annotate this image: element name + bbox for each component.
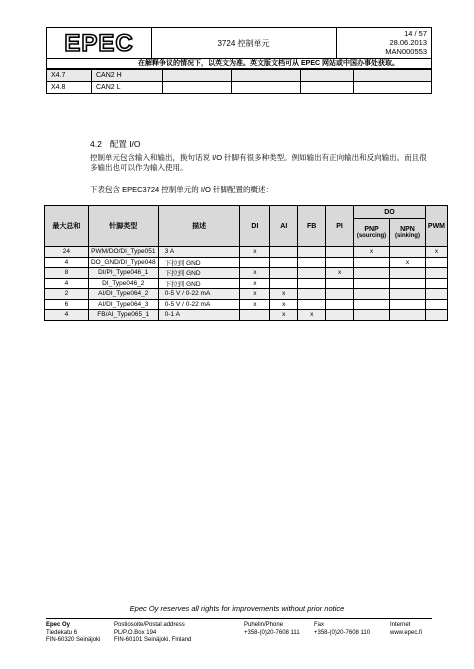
cell-pwm: [425, 257, 447, 268]
cell-di: x: [240, 278, 270, 289]
footer-postal: Postiosoite/Postal address PL/P.O.Box 194 FIN-60101 Seinäjoki, Finland: [114, 622, 192, 643]
cell-total: 24: [45, 247, 89, 258]
pnp-label: PNP: [364, 226, 379, 233]
doc-id: MAN000553: [385, 47, 427, 56]
cell-type: AI/DI_Type064_3: [88, 299, 158, 310]
col-ai: AI: [270, 206, 298, 247]
table-row: [47, 70, 432, 82]
cell-fb: [298, 268, 326, 279]
footer-company: Epec Oy Tiedekatu 6 FIN-60320 Seinäjoki: [46, 622, 101, 643]
footer-internet: Internet www.epec.fi: [390, 622, 423, 636]
footer-phone: Puhelin/Phone +358-(0)20-7608 111: [244, 622, 300, 636]
cell-npn: x: [390, 257, 426, 268]
table-row: [45, 299, 448, 310]
cell-pnp: [354, 268, 390, 279]
cell-ai: [270, 247, 298, 258]
doc-meta: [385, 29, 427, 56]
cell-pwm: x: [425, 247, 447, 258]
npn-label: NPN: [400, 226, 415, 233]
cell-pi: [326, 299, 354, 310]
col-desc: 描述: [158, 206, 240, 247]
table-row: [45, 247, 448, 258]
cell-total: 6: [45, 299, 89, 310]
cell-fb: [298, 278, 326, 289]
table-intro: 下表包含 EPEC3724 控制单元的 I/O 针脚配置的概述：: [90, 185, 273, 194]
pin-cell: X4.8: [47, 82, 92, 94]
col-do: DO: [354, 206, 426, 219]
cell-pi: x: [326, 268, 354, 279]
cell-ai: x: [270, 289, 298, 300]
cell-di: x: [240, 247, 270, 258]
section-heading: [90, 138, 149, 150]
cell-pi: [326, 310, 354, 321]
cell-fb: [298, 257, 326, 268]
pnp-sub: (sourcing): [356, 233, 387, 239]
name-cell: CAN2 L: [92, 82, 163, 94]
cell-fb: [298, 289, 326, 300]
cell-pwm: [425, 268, 447, 279]
table-row: [45, 268, 448, 279]
table-row: [45, 289, 448, 300]
cell-desc: 下拉到 GND: [158, 268, 240, 279]
io-config-table: [44, 205, 448, 321]
cell-desc: 3 A: [158, 247, 240, 258]
cell-fb: [298, 299, 326, 310]
cell-pi: [326, 289, 354, 300]
cell-desc: 下拉到 GND: [158, 257, 240, 268]
col-di: DI: [240, 206, 270, 247]
cell-total: 8: [45, 268, 89, 279]
cell-pnp: [354, 310, 390, 321]
name-cell: CAN2 H: [92, 70, 163, 82]
cell-npn: [390, 278, 426, 289]
table-row: [45, 257, 448, 268]
cell-pnp: [354, 289, 390, 300]
cell-total: 4: [45, 278, 89, 289]
cell-di: x: [240, 299, 270, 310]
page-number: 14 / 57: [404, 29, 427, 38]
cell-npn: [390, 289, 426, 300]
cell-pnp: [354, 299, 390, 310]
cell-pwm: [425, 299, 447, 310]
pin-cell: X4.7: [47, 70, 92, 82]
rights-notice: Epec Oy reserves all rights for improvements without prior notice: [129, 604, 345, 613]
cell-ai: [270, 278, 298, 289]
section-number: 4.2: [90, 139, 102, 149]
col-pi: PI: [326, 206, 354, 247]
col-fb: FB: [298, 206, 326, 247]
section-title: 配置 I/O: [109, 139, 141, 149]
cell-total: 4: [45, 310, 89, 321]
cell-npn: [390, 299, 426, 310]
cell-npn: [390, 247, 426, 258]
epec-logo: [47, 28, 152, 58]
cell-type: FB/AI_Type065_1: [88, 310, 158, 321]
cell-pwm: [425, 289, 447, 300]
cell-ai: x: [270, 299, 298, 310]
intro-paragraph: 控制单元包含输入和输出，换句话说 I/O 针脚有很多种类型。例如输出有正向输出和反向输出。而且很多输出也可以作为输入使用。: [90, 153, 427, 172]
cell-npn: [390, 268, 426, 279]
doc-title: 3724 控制单元: [151, 28, 337, 58]
cell-desc: 0-5 V / 0-22 mA: [158, 289, 240, 300]
cell-desc: 0-5 V / 0-22 mA: [158, 299, 240, 310]
language-note: 在解释争议的情况下，以英文为准。英文版文档可从 EPEC 网站或中国办事处获取。: [46, 59, 432, 69]
cell-type: PWM/DO/DI_Type051: [88, 247, 158, 258]
cell-ai: [270, 268, 298, 279]
cell-total: 2: [45, 289, 89, 300]
col-npn: [390, 219, 426, 247]
logo-text: EPEC: [64, 30, 134, 57]
connector-table-continued: [46, 69, 432, 94]
cell-pi: [326, 257, 354, 268]
cell-pnp: [354, 257, 390, 268]
cell-pi: [326, 247, 354, 258]
cell-type: AI/DI_Type064_2: [88, 289, 158, 300]
footer-fax: Fax +358-(0)20-7608 110: [314, 622, 371, 636]
table-row: [45, 310, 448, 321]
page-header: [46, 27, 432, 59]
col-pwm: PWM: [425, 206, 447, 247]
col-pnp: [354, 219, 390, 247]
cell-pi: [326, 278, 354, 289]
cell-di: [240, 257, 270, 268]
cell-pwm: [425, 310, 447, 321]
cell-desc: 0-1 A: [158, 310, 240, 321]
page-footer: [46, 618, 432, 643]
doc-date: 28.06.2013: [389, 38, 427, 47]
cell-pwm: [425, 278, 447, 289]
table-row: [45, 278, 448, 289]
cell-pnp: x: [354, 247, 390, 258]
cell-total: 4: [45, 257, 89, 268]
cell-di: x: [240, 268, 270, 279]
cell-desc: 下拉到 GND: [158, 278, 240, 289]
cell-ai: [270, 257, 298, 268]
cell-pnp: [354, 278, 390, 289]
col-total: 最大总和: [45, 206, 89, 247]
cell-type: DO_GND/DI_Type048: [88, 257, 158, 268]
cell-ai: x: [270, 310, 298, 321]
npn-sub: (sinking): [394, 233, 420, 239]
cell-di: x: [240, 289, 270, 300]
table-row: [47, 82, 432, 94]
header-row: [45, 206, 448, 219]
cell-fb: x: [298, 310, 326, 321]
cell-fb: [298, 247, 326, 258]
cell-npn: [390, 310, 426, 321]
cell-di: [240, 310, 270, 321]
col-pin-type: 针脚类型: [88, 206, 158, 247]
cell-type: DI/PI_Type046_1: [88, 268, 158, 279]
cell-type: DI_Type046_2: [88, 278, 158, 289]
